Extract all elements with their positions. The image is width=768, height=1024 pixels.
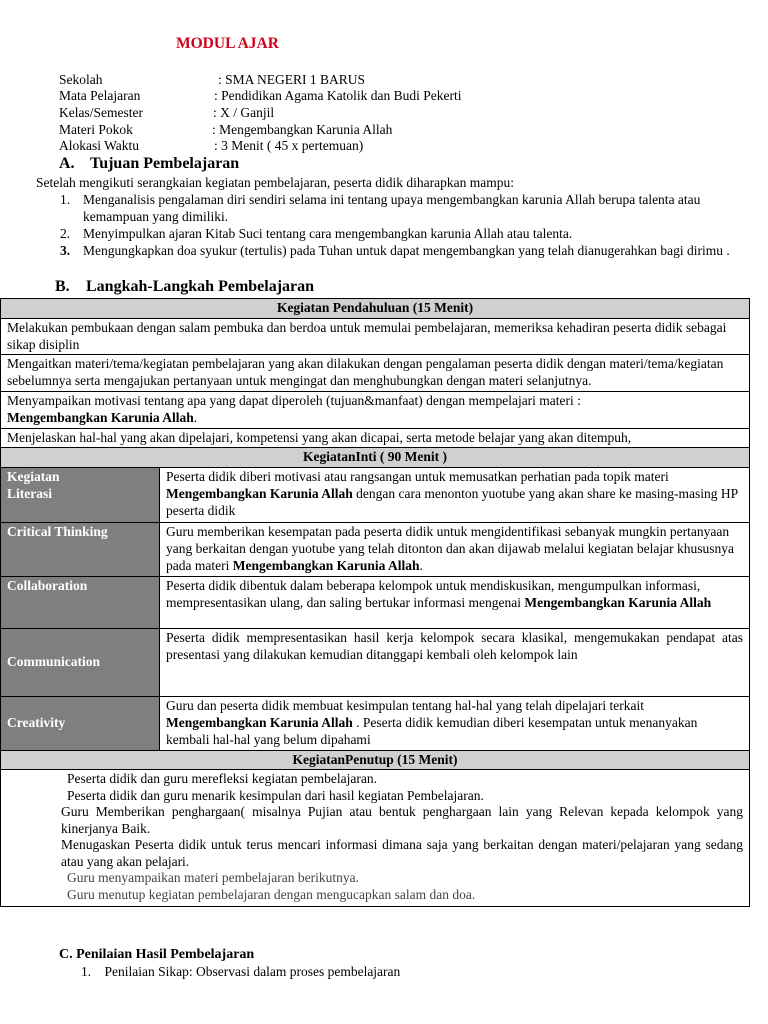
penutup-line: Menugaskan Peserta didik untuk terus mencari informasi dimana saja yang berkaitan dengan materi/pelajaran yang sedang atau yang akan pelajari. [61, 837, 744, 869]
objective-number: 1. [60, 192, 71, 207]
identity-label: Alokasi Waktu [59, 138, 140, 153]
penutup-line: Peserta didik dan guru menarik kesimpulan dari hasil kegiatan Pembelajaran. [67, 787, 484, 803]
identity-label: Kelas/Semester [59, 105, 143, 120]
assessment-item [81, 964, 400, 980]
section-a-intro: Setelah mengikuti serangkaian kegiatan pembelajaran, peserta didik diharapkan mampu: [36, 175, 514, 190]
identity-value: : 3 Menit ( 45 x pertemuan) [214, 138, 364, 153]
identity-label: Sekolah [59, 72, 103, 87]
objective-item [60, 226, 750, 243]
pendahuluan-row-text: Menyampaikan motivasi tentang apa yang dapat diperoleh (tujuan&manfaat) dengan mempelajari materi : [7, 392, 581, 408]
identity-value: : X / Ganjil [213, 105, 275, 120]
inti-activity-text: . Peserta didik kemudian diberi kesempatan untuk menanyakan kembali hal-hal yang belum dipahami [166, 714, 698, 747]
inti-activity [160, 468, 750, 523]
pendahuluan-row-after: . [193, 409, 198, 425]
inti-activity-text: Guru memberikan kesempatan pada peserta didik untuk mengidentifikasi sebanyak mungkin pertanyaan yang berkaitan dengan yuotube yang telah ditonton dan akan dijawab melalui kegiatan belajar khususnya pada materi [166, 524, 734, 573]
inti-activity-bold: Mengembangkan Karunia Allah [232, 557, 420, 573]
inti-activity-text: . [419, 557, 423, 573]
inti-activity: Peserta didik mempresentasikan hasil kerja kelompok secara klasikal, mengemukakan pendapat atas presentasi yang dilakukan kemudian ditanggapi kembali oleh kelompok lain [160, 629, 750, 697]
inti-label: Collaboration [1, 577, 160, 629]
inti-activity [160, 523, 750, 577]
pendahuluan-row: Melakukan pembukaan dengan salam pembuka dan berdoa untuk memulai pembelajaran, memeriksa kehadiran peserta didik sebagai sikap disiplin [1, 318, 750, 355]
penutup-line: Guru Memberikan penghargaan( misalnya Pujian atau bentuk penghargaan lain yang Relevan kepada kelompok yang kinerjanya Baik. [61, 804, 744, 836]
inti-label: Creativity [1, 697, 160, 750]
inti-label: Critical Thinking [1, 523, 160, 577]
inti-label: Communication [1, 629, 160, 697]
section-b-heading: Langkah-Langkah Pembelajaran [86, 278, 315, 295]
inti-activity-bold: Mengembangkan Karunia Allah [166, 485, 353, 501]
penutup-line: Guru menyampaikan materi pembelajaran berikutnya. [67, 870, 360, 886]
penutup-header: KegiatanPenutup (15 Menit) [1, 750, 750, 770]
penutup-line: Guru menutup kegiatan pembelajaran dengan mengucapkan salam dan doa. [67, 886, 476, 902]
objective-item [60, 192, 750, 226]
section-b-letter: B. [55, 278, 70, 295]
assessment-text: Penilaian Sikap: Observasi dalam proses pembelajaran [104, 964, 401, 979]
inti-activity [160, 697, 750, 750]
inti-activity [160, 577, 750, 629]
pendahuluan-row-bold: Mengembangkan Karunia Allah [7, 409, 194, 425]
inti-label [1, 468, 160, 523]
inti-label-text: Kegiatan Literasi [7, 469, 60, 501]
inti-activity-text: Guru dan peserta didik membuat kesimpulan tentang hal-hal yang telah dipelajari terkait [166, 698, 644, 714]
objective-text: Menyimpulkan ajaran Kitab Suci tentang cara mengembangkan karunia Allah atau talenta. [83, 226, 573, 241]
pendahuluan-row: Mengaitkan materi/tema/kegiatan pembelajaran yang akan dilakukan dengan pengalaman peserta didik dengan materi/tema/kegiatan sebelumnya serta mengajukan pertanyaan untuk mengingat dan menghubungkan dengan materi selanjutnya. [1, 355, 750, 392]
identity-label: Mata Pelajaran [59, 88, 141, 103]
inti-activity-text: Peserta didik dibentuk dalam beberapa kelompok untuk mendiskusikan, mengumpulkan informasi, mempresentasikan ulang, dan saling bertukar informasi mengenai [166, 578, 701, 610]
objective-number: 2. [60, 226, 71, 241]
assessment-number: 1. [81, 964, 92, 979]
pendahuluan-row: Menjelaskan hal-hal yang akan dipelajari, kompetensi yang akan dicapai, serta metode belajar yang akan ditempuh, [1, 428, 750, 448]
pendahuluan-row [1, 391, 750, 428]
section-a-letter: A. [59, 155, 75, 172]
objective-number: 3. [60, 243, 71, 258]
penutup-line: Peserta didik dan guru merefleksi kegiatan pembelajaran. [67, 771, 378, 787]
inti-activity-text: Peserta didik diberi motivasi atau rangsangan untuk memusatkan perhatian pada topik materi [166, 469, 669, 485]
document-title: MODUL AJAR [176, 35, 279, 52]
identity-value: : Mengembangkan Karunia Allah [212, 122, 393, 137]
identity-value: : Pendidikan Agama Katolik dan Budi Pekerti [214, 88, 462, 103]
objective-text: Menganalisis pengalaman diri sendiri selama ini tentang upaya mengembangkan karunia Allah berupa talenta atau kemampuan yang dimiliki. [83, 192, 701, 224]
section-c-heading: C. Penilaian Hasil Pembelajaran [59, 947, 255, 962]
section-a-heading: Tujuan Pembelajaran [90, 155, 240, 172]
identity-label: Materi Pokok [59, 122, 133, 137]
learning-steps-table [0, 298, 750, 907]
penutup-cell [1, 770, 750, 907]
inti-header: KegiatanInti ( 90 Menit ) [1, 448, 750, 468]
inti-activity-text: dengan cara menonton yuotube yang akan share ke masing-masing HP peserta didik [166, 485, 738, 518]
pendahuluan-header: Kegiatan Pendahuluan (15 Menit) [1, 299, 750, 319]
inti-activity-bold: Mengembangkan Karunia Allah [524, 594, 712, 610]
objective-text: Mengungkapkan doa syukur (tertulis) pada Tuhan untuk dapat mengembangkan yang telah dianugerahkan bagi dirimu . [83, 243, 730, 258]
objective-item [60, 243, 750, 277]
identity-value: : SMA NEGERI 1 BARUS [218, 72, 366, 87]
inti-activity-bold: Mengembangkan Karunia Allah [166, 714, 353, 730]
